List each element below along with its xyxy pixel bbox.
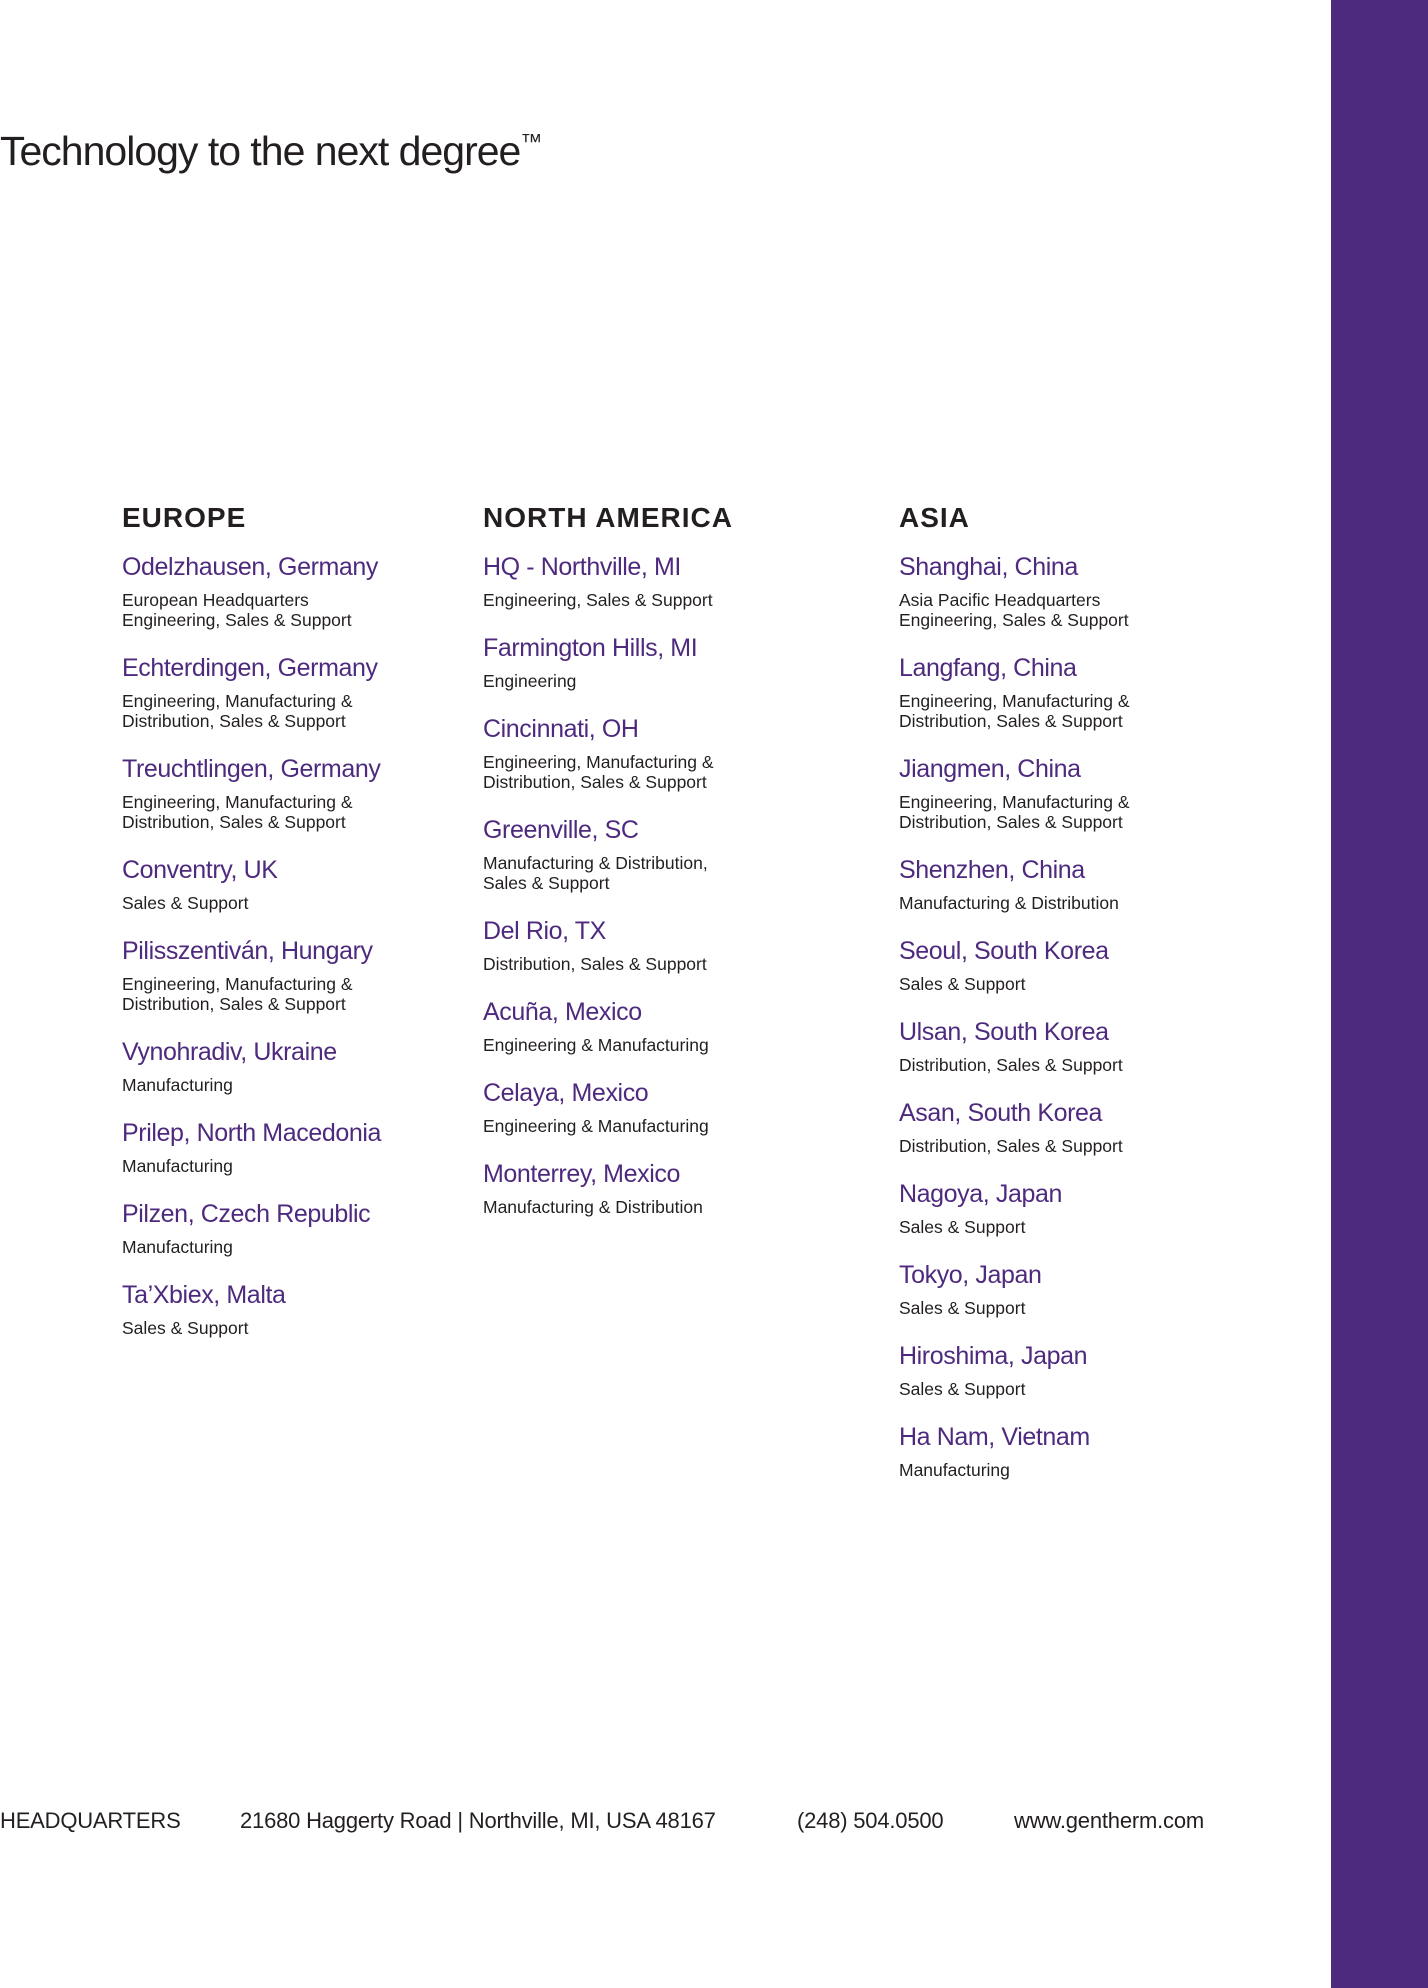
location-item xyxy=(483,916,823,974)
location-item xyxy=(483,714,823,792)
location-list xyxy=(122,552,462,1338)
region-title: ASIA xyxy=(899,502,970,533)
location-city: Conventry, UK xyxy=(122,856,278,884)
location-description: Manufacturing xyxy=(122,1075,233,1095)
location-city: Prilep, North Macedonia xyxy=(122,1119,381,1147)
location-city: Nagoya, Japan xyxy=(899,1180,1062,1208)
location-item xyxy=(122,1199,462,1257)
location-description: Asia Pacific Headquarters Engineering, Sales & Support xyxy=(899,590,1129,630)
location-item xyxy=(483,633,823,691)
location-city: Ta’Xbiex, Malta xyxy=(122,1281,286,1309)
region-title: NORTH AMERICA xyxy=(483,502,733,533)
location-description: Distribution, Sales & Support xyxy=(899,1136,1123,1156)
brand-side-bar xyxy=(1331,0,1428,1988)
location-city: Shanghai, China xyxy=(899,553,1078,581)
footer-website[interactable]: www.gentherm.com xyxy=(1014,1808,1204,1833)
location-city: Del Rio, TX xyxy=(483,917,606,945)
location-city: Echterdingen, Germany xyxy=(122,654,378,682)
location-item xyxy=(899,754,1239,832)
location-city: Ha Nam, Vietnam xyxy=(899,1423,1090,1451)
location-description: Engineering, Manufacturing & Distribution, Sales & Support xyxy=(122,691,353,731)
location-city: Cincinnati, OH xyxy=(483,715,639,743)
location-description: Engineering, Manufacturing & Distribution, Sales & Support xyxy=(899,691,1130,731)
location-city: Tokyo, Japan xyxy=(899,1261,1042,1289)
location-item xyxy=(122,1280,462,1338)
location-description: Manufacturing xyxy=(122,1237,233,1257)
location-item xyxy=(122,552,462,630)
location-description: Manufacturing xyxy=(122,1156,233,1176)
location-item xyxy=(899,1179,1239,1237)
location-item xyxy=(899,1422,1239,1480)
location-city: Pilzen, Czech Republic xyxy=(122,1200,371,1228)
location-item xyxy=(899,1341,1239,1399)
region-north-america xyxy=(483,501,823,1240)
location-description: Distribution, Sales & Support xyxy=(899,1055,1123,1075)
location-city: Treuchtlingen, Germany xyxy=(122,755,381,783)
location-city: Jiangmen, China xyxy=(899,755,1081,783)
tagline-text: Technology to the next degree xyxy=(0,128,521,174)
region-title: EUROPE xyxy=(122,502,247,533)
location-item xyxy=(483,815,823,893)
location-description: Sales & Support xyxy=(899,1217,1026,1237)
location-description: Engineering & Manufacturing xyxy=(483,1116,709,1136)
location-item xyxy=(122,653,462,731)
footer-phone: (248) 504.0500 xyxy=(797,1808,944,1833)
location-description: Engineering, Manufacturing & Distribution, Sales & Support xyxy=(899,792,1130,832)
trademark-mark: ™ xyxy=(520,129,543,154)
tagline xyxy=(0,128,542,175)
location-item xyxy=(899,1098,1239,1156)
location-list xyxy=(899,552,1239,1480)
location-description: Manufacturing & Distribution xyxy=(899,893,1119,913)
location-city: Celaya, Mexico xyxy=(483,1079,649,1107)
location-description: Engineering, Sales & Support xyxy=(483,590,713,610)
location-item xyxy=(483,1078,823,1136)
location-description: Sales & Support xyxy=(122,1318,249,1338)
location-description: Engineering, Manufacturing & Distribution, Sales & Support xyxy=(122,974,353,1014)
location-city: HQ - Northville, MI xyxy=(483,553,681,581)
region-europe xyxy=(122,501,462,1361)
location-description: European Headquarters Engineering, Sales & Support xyxy=(122,590,352,630)
location-city: Monterrey, Mexico xyxy=(483,1160,680,1188)
location-city: Pilisszentiván, Hungary xyxy=(122,937,373,965)
location-item xyxy=(122,1118,462,1176)
location-item xyxy=(899,855,1239,913)
location-item xyxy=(483,1159,823,1217)
location-description: Manufacturing & Distribution xyxy=(483,1197,703,1217)
location-item xyxy=(899,936,1239,994)
location-list xyxy=(483,552,823,1217)
location-city: Ulsan, South Korea xyxy=(899,1018,1109,1046)
location-item xyxy=(122,936,462,1014)
location-item xyxy=(122,1037,462,1095)
location-item xyxy=(122,855,462,913)
location-city: Langfang, China xyxy=(899,654,1077,682)
location-description: Sales & Support xyxy=(899,1379,1026,1399)
region-asia xyxy=(899,501,1239,1503)
location-city: Hiroshima, Japan xyxy=(899,1342,1088,1370)
location-item xyxy=(483,997,823,1055)
location-description: Engineering, Manufacturing & Distribution, Sales & Support xyxy=(122,792,353,832)
location-city: Greenville, SC xyxy=(483,816,639,844)
location-description: Distribution, Sales & Support xyxy=(483,954,707,974)
footer-address: 21680 Haggerty Road | Northville, MI, USA 48167 xyxy=(240,1808,716,1833)
location-item xyxy=(483,552,823,610)
footer-label: HEADQUARTERS xyxy=(0,1808,181,1833)
location-city: Vynohradiv, Ukraine xyxy=(122,1038,337,1066)
location-description: Engineering & Manufacturing xyxy=(483,1035,709,1055)
location-item xyxy=(899,1260,1239,1318)
location-description: Engineering, Manufacturing & Distribution, Sales & Support xyxy=(483,752,714,792)
location-item xyxy=(899,1017,1239,1075)
location-city: Shenzhen, China xyxy=(899,856,1085,884)
location-city: Seoul, South Korea xyxy=(899,937,1109,965)
location-description: Sales & Support xyxy=(122,893,249,913)
location-item xyxy=(899,552,1239,630)
location-item xyxy=(122,754,462,832)
location-item xyxy=(899,653,1239,731)
location-description: Engineering xyxy=(483,671,577,691)
location-description: Manufacturing & Distribution, Sales & Support xyxy=(483,853,708,893)
location-description: Sales & Support xyxy=(899,974,1026,994)
location-city: Odelzhausen, Germany xyxy=(122,553,379,581)
location-city: Acuña, Mexico xyxy=(483,998,642,1026)
location-description: Manufacturing xyxy=(899,1460,1010,1480)
location-city: Farmington Hills, MI xyxy=(483,634,698,662)
location-city: Asan, South Korea xyxy=(899,1099,1103,1127)
location-description: Sales & Support xyxy=(899,1298,1026,1318)
